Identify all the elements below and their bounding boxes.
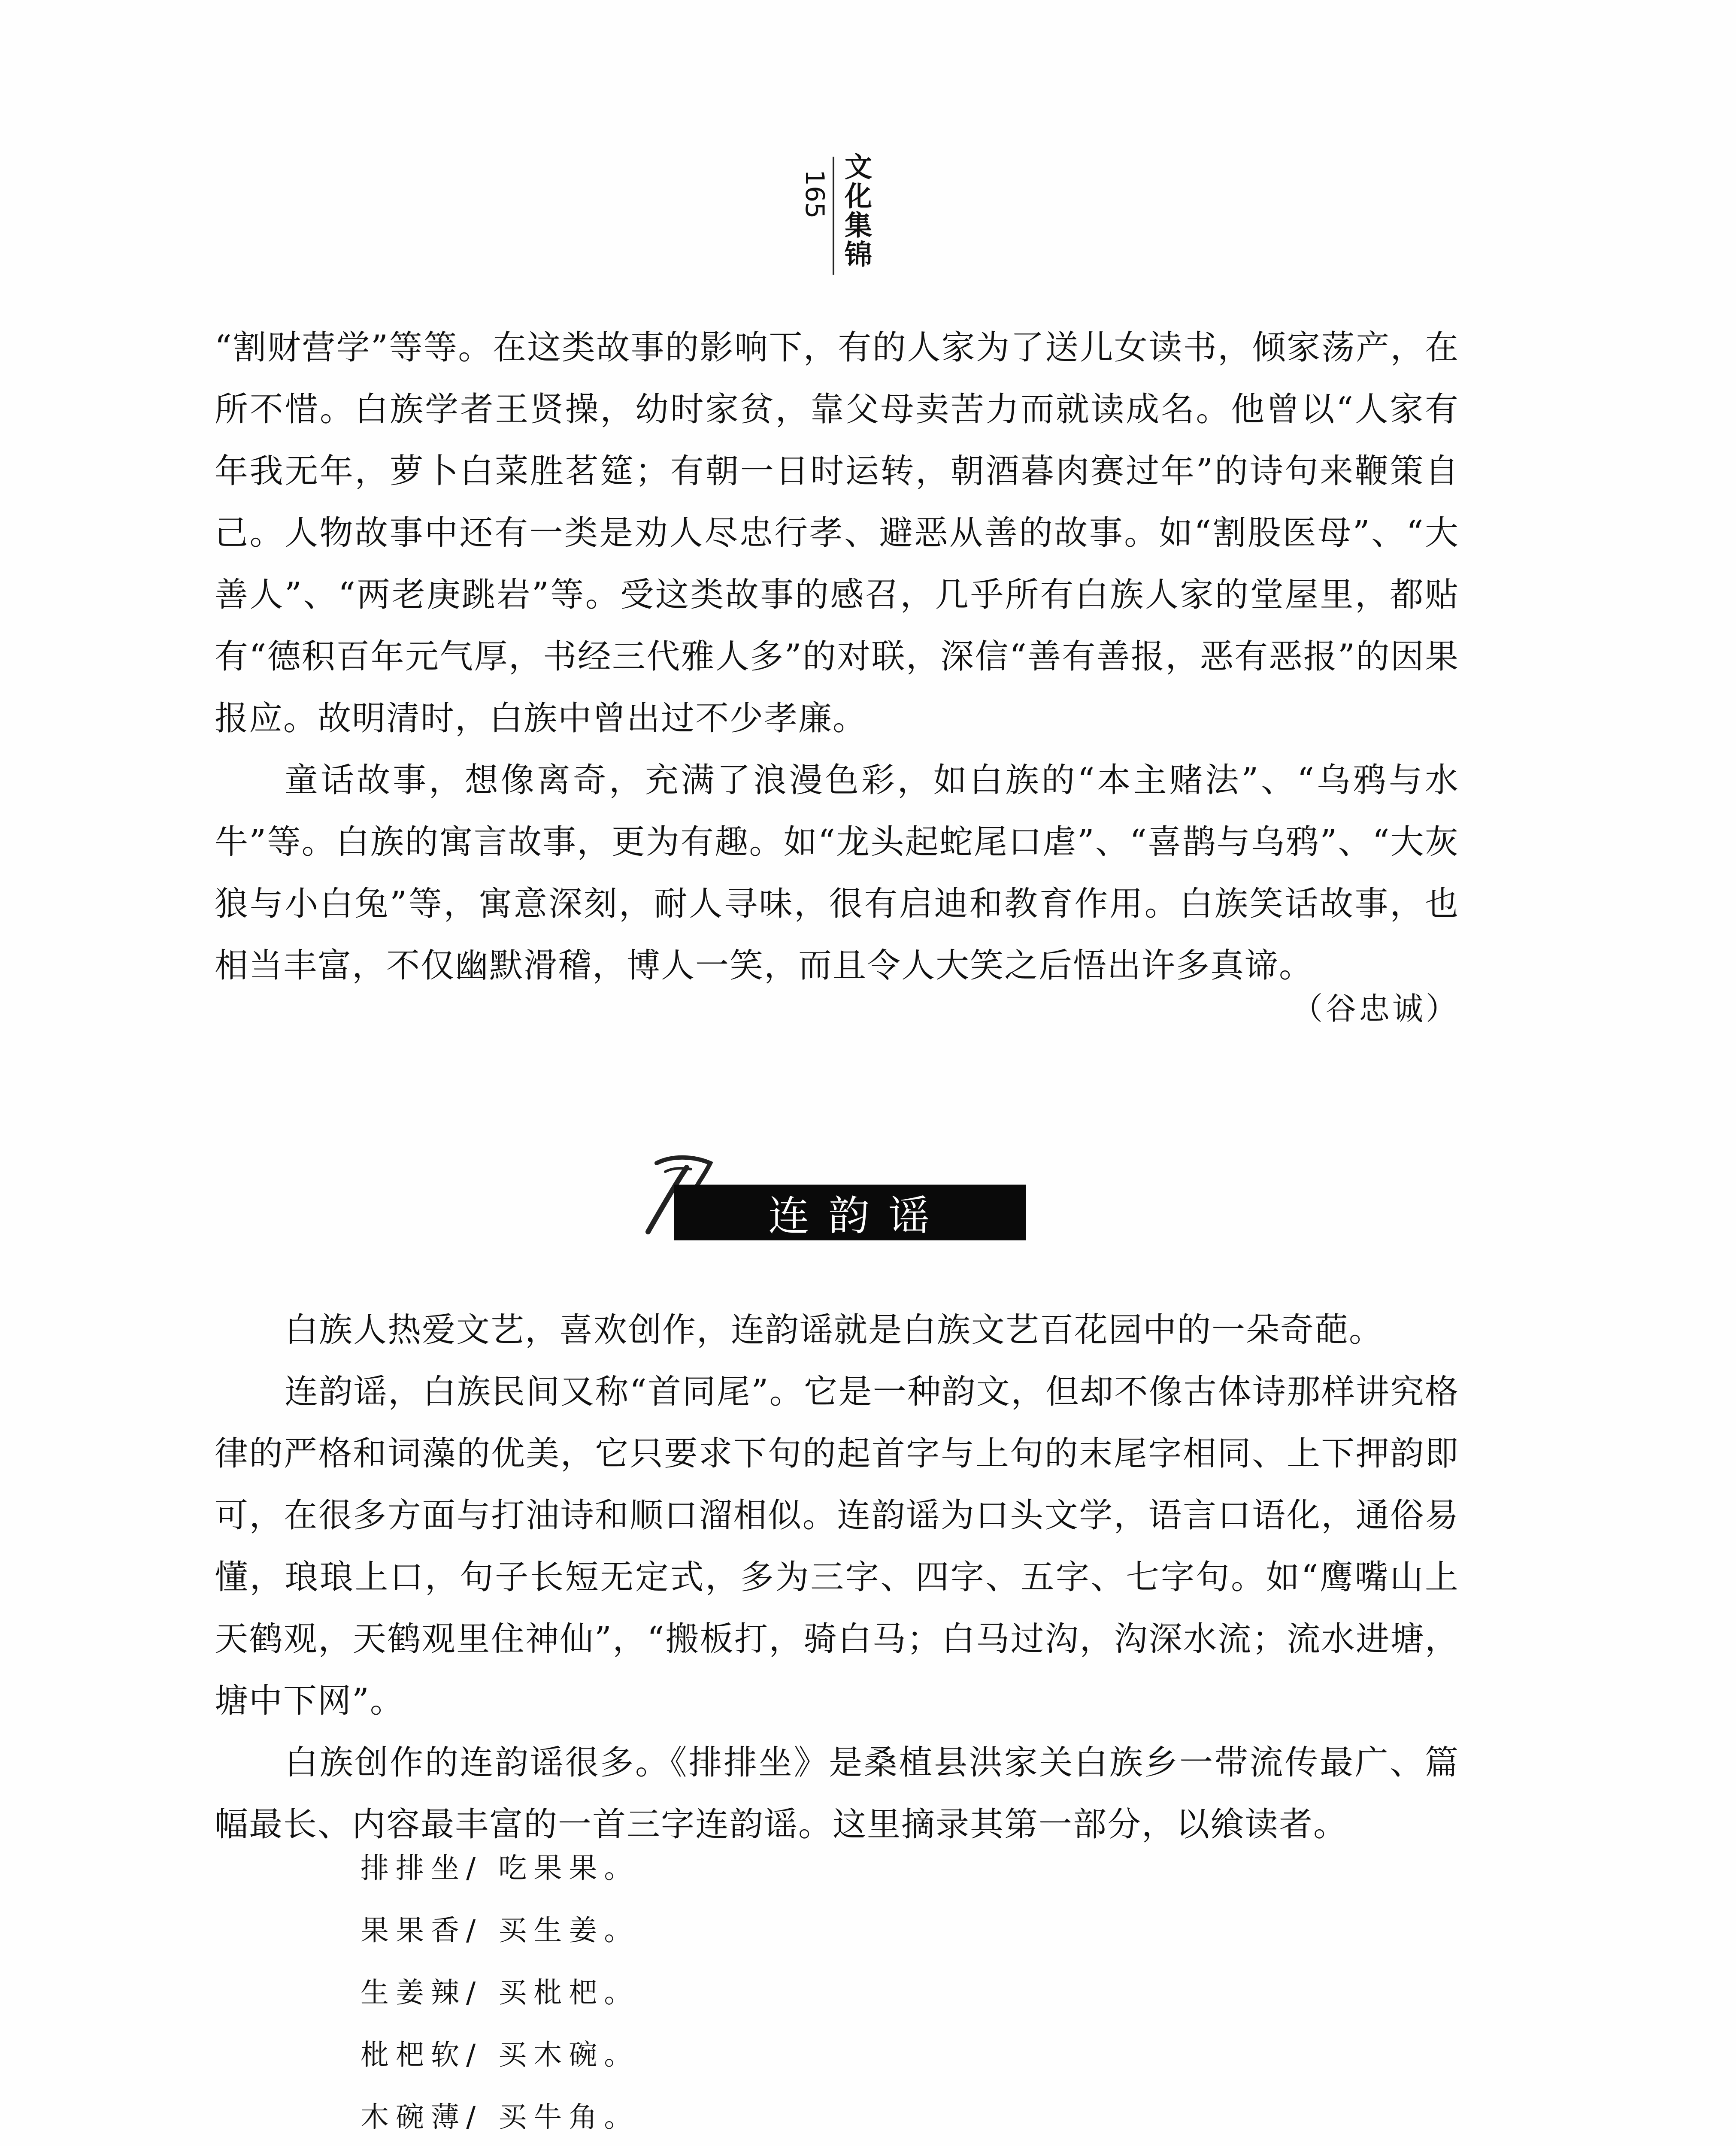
- poem-line: 生姜辣/ 买枇杷。: [361, 1976, 639, 2009]
- story-paragraph-1: “割财营学”等等。在这类故事的影响下，有的人家为了送儿女读书，倾家荡产，在所不惜。白族学者王贤操，幼时家贫，靠父母卖苦力而就读成名。他曾以“人家有年我无年，萝卜白菜胜茗筵；有朝一日时运转，朝酒暮肉赛过年”的诗句来鞭策自己。人物故事中还有一类是劝人尽忠行孝、避恶从善的故事。如“割股医母”、“大善人”、“两老庚跳岩”等。受这类故事的感召，几乎所有白族人家的堂屋里，都贴有“德积百年元气厚，书经三代雅人多”的对联，深信“善有善报，恶有恶报”的因果报应。故明清时，白族中曾出过不少孝廉。: [215, 328, 1459, 738]
- story-paragraph-2: 童话故事，想像离奇，充满了浪漫色彩，如白族的“本主赌法”、“乌鸦与水牛”等。白族的寓言故事，更为有趣。如“龙头起蛇尾口虐”、“喜鹊与乌鸦”、“大灰狼与小白兔”等，寓意深刻，耐人寻味，很有启迪和教育作用。白族笑话故事，也相当丰富，不仅幽默滑稽，博人一笑，而且令人大笑之后悟出许多真谛。: [215, 761, 1459, 985]
- lianyunyao-paragraph-1: 白族人热爱文艺，喜欢创作，连韵谣就是白族文艺百花园中的一朵奇葩。: [285, 1311, 1384, 1349]
- page-number: 165: [800, 170, 830, 219]
- running-head: [790, 152, 884, 281]
- section-heading: [639, 1133, 1069, 1245]
- poem-line: 果果香/ 买生姜。: [361, 1914, 639, 1947]
- running-head-rule: [833, 157, 834, 275]
- lianyunyao-paragraph-2: 连韵谣，白族民间又称“首同尾”。它是一种韵文，但却不像古体诗那样讲究格律的严格和词藻的优美，它只要求下句的起首字与上句的末尾字相同、上下押韵即可，在很多方面与打油诗和顺口溜相似。连韵谣为口头文学，语言口语化，通俗易懂，琅琅上口，句子长短无定式，多为三字、四字、五字、七字句。如“鹰嘴山上天鹤观，天鹤观里住神仙”，“搬板打，骑白马；白马过沟，沟深水流；流水进塘，塘中下网”。: [215, 1373, 1459, 1720]
- section-title: 连韵谣: [674, 1185, 1026, 1240]
- story-text-block: [215, 317, 1459, 997]
- poem-line: 木碗薄/ 买牛角。: [361, 2101, 639, 2134]
- lianyunyao-paragraph-3: 白族创作的连韵谣很多。《排排坐》是桑植县洪家关白族乡一带流传最广、篇幅最长、内容最丰富的一首三字连韵谣。这里摘录其第一部分，以飨读者。: [215, 1743, 1459, 1844]
- poem-excerpt: [361, 1837, 639, 2146]
- author-credit: （谷忠诚）: [1291, 991, 1459, 1027]
- poem-line: 排排坐/ 吃果果。: [361, 1852, 639, 1885]
- poem-line: 枇杷软/ 买木碗。: [361, 2038, 639, 2071]
- running-head-title: 文化集锦: [840, 152, 872, 269]
- lianyunyao-text-block: [215, 1299, 1459, 1855]
